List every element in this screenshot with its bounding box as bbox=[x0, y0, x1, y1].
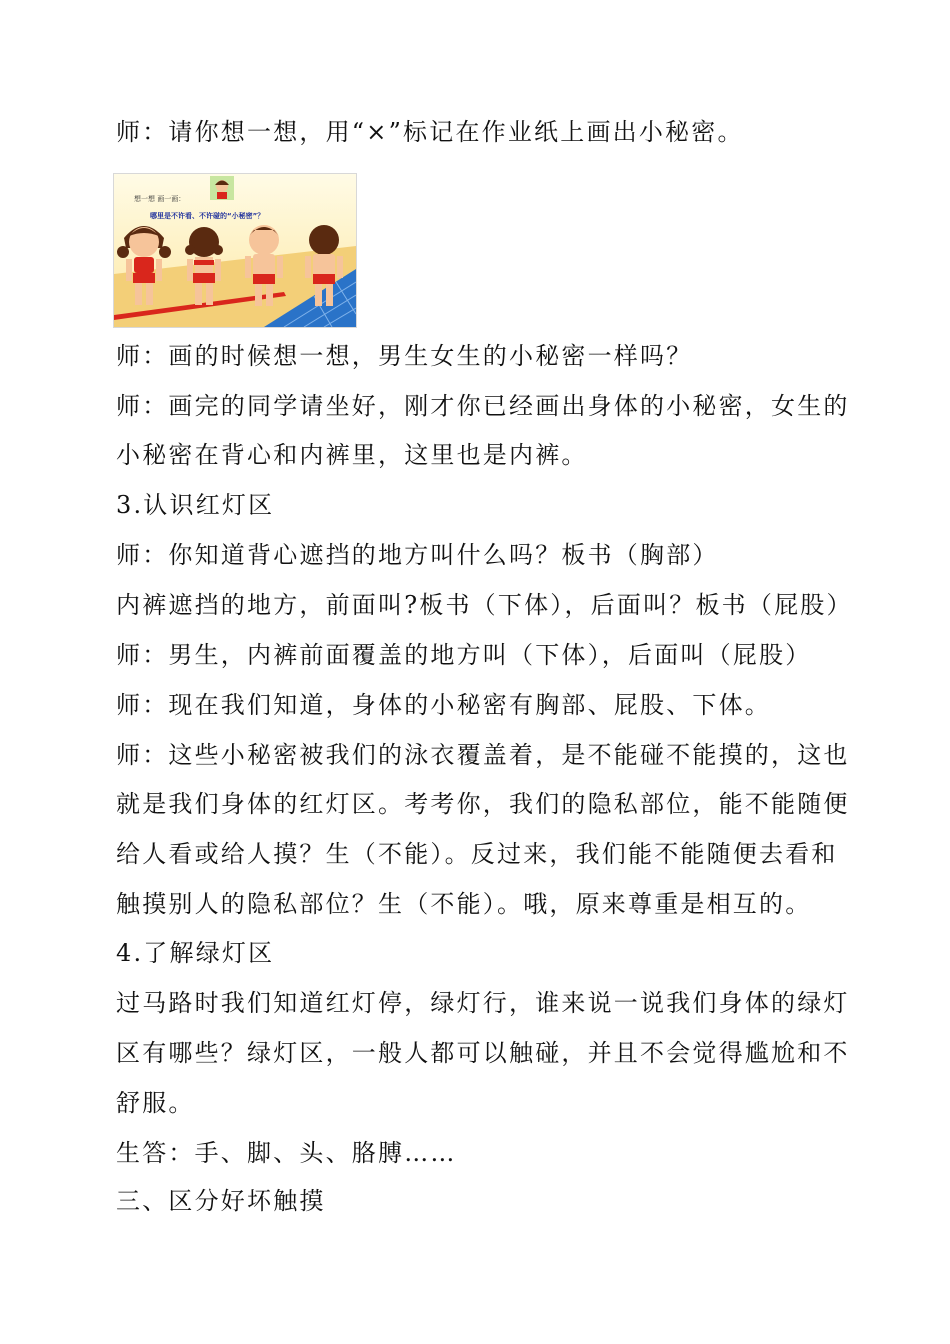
illustration-header: 想一想 画一画： bbox=[134, 195, 186, 203]
section-heading: 4.了解绿灯区 bbox=[116, 939, 275, 967]
paragraph-line: 师：男生，内裤前面覆盖的地方叫（下体），后面叫（屁股） bbox=[116, 641, 812, 669]
paragraph-line: 舒服。 bbox=[116, 1089, 195, 1117]
paragraph-line: 师：请你想一想，用“×”标记在作业纸上画出小秘密。 bbox=[116, 118, 744, 146]
paragraph-line: 师：画完的同学请坐好，刚才你已经画出身体的小秘密，女生的 bbox=[116, 392, 850, 420]
paragraph-line: 内裤遮挡的地方，前面叫?板书（下体），后面叫？板书（屁股） bbox=[116, 591, 853, 619]
paragraph-line: 给人看或给人摸？生（不能）。反过来，我们能不能随便去看和 bbox=[116, 840, 838, 868]
paragraph-line: 师：这些小秘密被我们的泳衣覆盖着，是不能碰不能摸的，这也 bbox=[116, 741, 850, 769]
paragraph-line: 师：现在我们知道，身体的小秘密有胸部、屁股、下体。 bbox=[116, 691, 771, 719]
paragraph-line: 区有哪些？绿灯区，一般人都可以触碰，并且不会觉得尴尬和不 bbox=[116, 1039, 850, 1067]
paragraph-line: 小秘密在背心和内裤里，这里也是内裤。 bbox=[116, 441, 588, 469]
paragraph-line: 生答：手、脚、头、胳膊…… bbox=[116, 1139, 457, 1167]
paragraph-line: 触摸别人的隐私部位？生（不能）。哦，原来尊重是相互的。 bbox=[116, 890, 812, 918]
paragraph-line: 过马路时我们知道红灯停，绿灯行，谁来说一说我们身体的绿灯 bbox=[116, 989, 850, 1017]
section-heading: 3.认识红灯区 bbox=[116, 491, 275, 519]
paragraph-line: 师：画的时候想一想，男生女生的小秘密一样吗？ bbox=[116, 342, 693, 370]
illustration-question: 哪里是不许看、不许碰的“小秘密”？ bbox=[150, 212, 265, 220]
paragraph-line: 就是我们身体的红灯区。考考你，我们的隐私部位，能不能随便 bbox=[116, 790, 850, 818]
paragraph-line: 师：你知道背心遮挡的地方叫什么吗？板书（胸部） bbox=[116, 541, 719, 569]
swimsuit-illustration bbox=[113, 173, 357, 328]
section-heading: 三、区分好坏触摸 bbox=[116, 1187, 326, 1215]
